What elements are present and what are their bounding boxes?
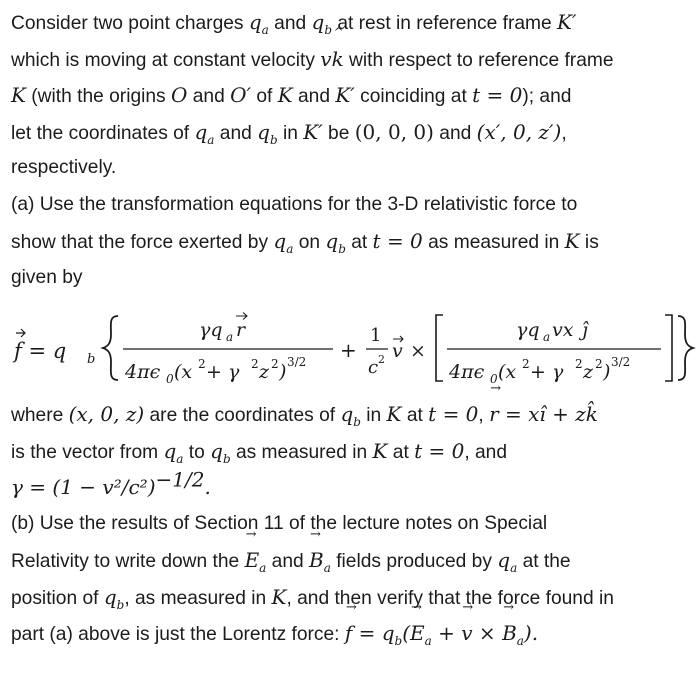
text: which is moving at constant velocity bbox=[11, 49, 321, 71]
gamma-exponent: −1/2 bbox=[155, 467, 205, 492]
text: , as measured in bbox=[124, 587, 272, 609]
text: , and bbox=[464, 441, 508, 463]
text: on bbox=[293, 232, 326, 253]
force-formula bbox=[11, 296, 694, 396]
frame-k: K bbox=[277, 83, 293, 107]
denominator-2-sq: 2 bbox=[575, 357, 583, 371]
time-condition: t = 0 bbox=[372, 229, 423, 253]
frame-kprime: K′ bbox=[557, 10, 577, 34]
left-brace bbox=[103, 316, 118, 380]
denominator-2-sq: 2 bbox=[595, 357, 603, 371]
denominator-2-close: ) bbox=[603, 361, 611, 383]
charge-qb: $q_b$ bbox=[210, 438, 231, 466]
text: where bbox=[11, 405, 69, 426]
formula-lhs-sub: b bbox=[87, 352, 96, 367]
time-condition: t = 0 bbox=[472, 83, 523, 107]
text: at bbox=[401, 405, 429, 426]
denominator-2: 4πϵ bbox=[449, 361, 485, 383]
part-b-line-2 bbox=[11, 542, 694, 579]
gamma-expression: γ = (1 − v²/c²) bbox=[11, 475, 156, 499]
right-bracket bbox=[665, 315, 672, 381]
denominator-1-sq: 2 bbox=[271, 357, 279, 371]
part-a-line-3 bbox=[11, 260, 694, 297]
frame-k: K bbox=[271, 584, 287, 609]
denominator-1-sq: 2 bbox=[251, 357, 259, 371]
text: part (a) above is just the Lorentz force: bbox=[11, 624, 345, 645]
coords-xz: (x, 0, z) bbox=[68, 402, 145, 426]
denominator-2-plus: + γ bbox=[530, 361, 564, 383]
cross-times: × bbox=[410, 340, 426, 362]
text: given by bbox=[11, 266, 83, 288]
intro-line-4 bbox=[11, 114, 694, 151]
text: and bbox=[433, 122, 477, 144]
numerator-2: γq bbox=[516, 319, 540, 341]
part-b-line-4 bbox=[11, 615, 694, 652]
text: at rest in reference frame bbox=[332, 13, 558, 34]
denominator-2-sub: 0 bbox=[490, 372, 498, 386]
frame-k: K bbox=[564, 229, 580, 253]
denominator-1-close: ) bbox=[279, 361, 287, 383]
numerator-2-sub: a bbox=[543, 330, 551, 344]
period: . bbox=[204, 475, 211, 499]
text: are the coordinates of bbox=[144, 405, 341, 426]
text: at bbox=[345, 232, 373, 253]
text: at the bbox=[517, 551, 571, 572]
gamma-definition bbox=[11, 469, 694, 506]
denominator-2-sq: 2 bbox=[522, 357, 530, 371]
force-formula-svg bbox=[11, 296, 700, 396]
field-ba: → $B_a$ bbox=[309, 548, 331, 572]
origin-oprime: O′ bbox=[230, 83, 252, 107]
denominator-2-rest: (x bbox=[498, 361, 517, 383]
text: be bbox=[322, 122, 355, 144]
denominator-1: 4πϵ bbox=[125, 361, 161, 383]
position-vector-r: → r = xî + zk̂ bbox=[489, 402, 598, 426]
right-brace bbox=[678, 316, 693, 380]
charge-qb: $q_b$ bbox=[340, 402, 361, 429]
intro-line-2 bbox=[11, 41, 694, 78]
charge-qb: $q_b$ bbox=[103, 584, 125, 612]
text: as measured in bbox=[422, 232, 565, 253]
where-line-1 bbox=[11, 396, 694, 433]
numerator-2-rest: vx bbox=[552, 319, 574, 341]
formula-plus: + bbox=[340, 338, 357, 362]
denominator-1-exp: 3/2 bbox=[287, 355, 307, 369]
text: Consider two point charges bbox=[11, 13, 249, 34]
vector-arrow bbox=[16, 329, 25, 337]
velocity-vk: v^ k bbox=[320, 47, 343, 71]
part-a-line-1 bbox=[11, 187, 694, 224]
frame-kprime: K′ bbox=[335, 83, 355, 107]
text: show that the force exerted by bbox=[11, 232, 274, 253]
text: as measured in bbox=[230, 441, 373, 463]
denominator-1-plus: + γ bbox=[206, 361, 240, 383]
intro-line-3 bbox=[11, 77, 694, 114]
text: , and then verify that the force found in bbox=[286, 587, 614, 609]
text: position of bbox=[11, 587, 104, 609]
text: Relativity to write down the bbox=[11, 551, 245, 572]
text: (b) Use the results of Section 11 of the lecture notes on Special bbox=[11, 512, 548, 534]
inverse-c-den: c bbox=[368, 357, 379, 378]
left-bracket bbox=[436, 315, 443, 381]
denominator-1-rest: (x bbox=[174, 361, 193, 383]
text: (a) Use the transformation equations for the 3-D relativistic force to bbox=[11, 193, 578, 215]
frame-kprime: K′ bbox=[303, 119, 323, 144]
charge-qb: $q_b$ bbox=[311, 10, 332, 37]
part-b-line-1 bbox=[11, 506, 694, 543]
lorentz-force: → $f = q_b(\to E_a$ + → v × → $B_a$). bbox=[345, 621, 538, 645]
text: , bbox=[478, 405, 490, 426]
charge-qa: $q_a$ bbox=[194, 119, 215, 147]
text: is bbox=[579, 232, 599, 253]
denominator-2-exp: 3/2 bbox=[611, 355, 631, 369]
field-ea: → $E_a$ bbox=[245, 548, 267, 572]
time-condition: t = 0 bbox=[414, 438, 465, 463]
charge-qb: $q_b$ bbox=[325, 229, 346, 256]
part-a-line-2 bbox=[11, 223, 694, 260]
text: let the coordinates of bbox=[11, 122, 195, 144]
text: and bbox=[187, 86, 231, 107]
text: at bbox=[387, 441, 415, 463]
frame-k: K bbox=[11, 83, 26, 107]
charge-qa: $q_a$ bbox=[248, 10, 269, 37]
intro-line-5 bbox=[11, 150, 694, 187]
charge-qa: $q_a$ bbox=[497, 548, 518, 575]
numerator-1-r: r bbox=[236, 319, 246, 341]
origin-o: O bbox=[170, 83, 188, 107]
text: is the vector from bbox=[11, 441, 164, 463]
charge-qa: $q_a$ bbox=[273, 229, 294, 256]
text: and bbox=[214, 122, 258, 144]
inverse-c-num: 1 bbox=[370, 325, 382, 346]
text: fields produced by bbox=[330, 551, 498, 572]
formula-lhs: f = q bbox=[14, 339, 67, 363]
cross-v: v bbox=[392, 340, 403, 362]
denominator-1-z: z bbox=[259, 361, 270, 383]
text: in bbox=[277, 122, 304, 144]
text: (with the origins bbox=[25, 86, 171, 107]
text: and bbox=[268, 13, 312, 34]
frame-k: K bbox=[386, 402, 402, 426]
text: respectively. bbox=[11, 157, 117, 178]
charge-qb: $q_b$ bbox=[257, 119, 278, 147]
coords-primed: (x′, 0, z′) bbox=[476, 119, 562, 144]
text: in bbox=[360, 405, 387, 426]
where-line-2 bbox=[11, 433, 694, 470]
text: and bbox=[292, 86, 336, 107]
inverse-c-sq: 2 bbox=[378, 353, 385, 366]
text: to bbox=[183, 441, 211, 463]
intro-line-1 bbox=[11, 4, 694, 41]
charge-qa: $q_a$ bbox=[163, 438, 184, 466]
coords-origin: (0, 0, 0) bbox=[354, 119, 434, 144]
frame-k: K bbox=[372, 438, 388, 463]
numerator-1: γq bbox=[199, 319, 223, 341]
denominator-1-sq: 2 bbox=[198, 357, 206, 371]
text: with respect to reference frame bbox=[343, 49, 614, 71]
text: , bbox=[561, 122, 567, 144]
denominator-1-sub: 0 bbox=[166, 372, 174, 386]
text: coinciding at bbox=[354, 86, 473, 107]
time-condition: t = 0 bbox=[428, 402, 479, 426]
denominator-2-z: z bbox=[583, 361, 594, 383]
text: of bbox=[251, 86, 278, 107]
text: ); and bbox=[522, 86, 572, 107]
numerator-1-sub: a bbox=[226, 330, 234, 344]
numerator-2-j: ĵ bbox=[582, 319, 588, 341]
text: and bbox=[266, 551, 310, 572]
